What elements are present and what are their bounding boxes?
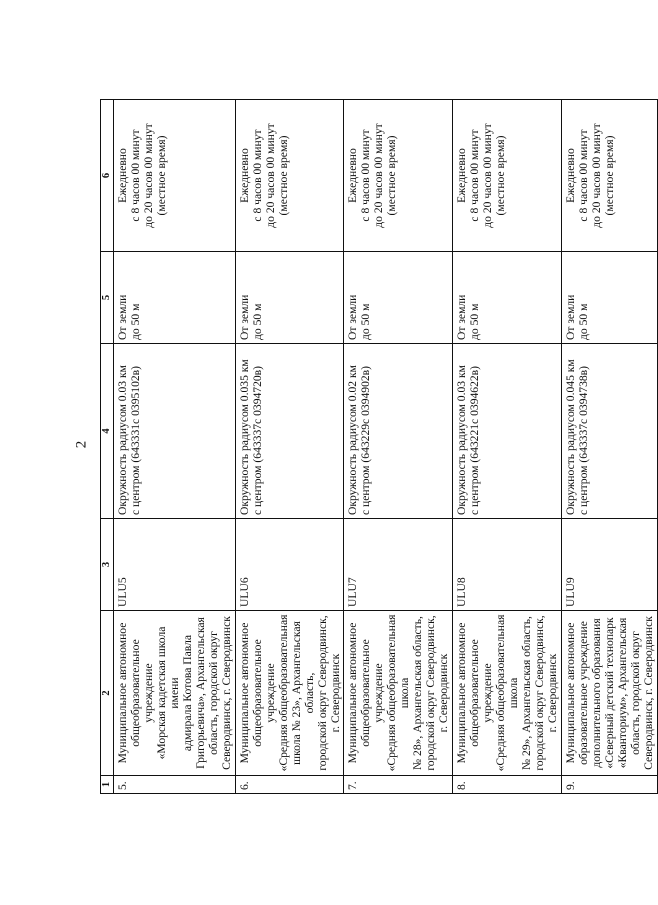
organization-text: Муниципальное автономное образовательное учреждение дополнительного образования «Северный детский технопарк «Кванториум», Архангельская область, городской округ Северодвинск, г. Северодвинск — [564, 616, 656, 770]
code-cell: ULU9 — [562, 519, 658, 611]
time-cell — [344, 100, 453, 252]
organization-text: Муниципальное автономное общеобразовательное учреждение «Средняя общеобразовательная школа № 29», Архангельская область, городской округ Северодвинск, г. Северодвинск — [455, 614, 560, 772]
code-cell: ULU8 — [453, 519, 562, 611]
area-cell — [562, 344, 658, 519]
row-number: 7. — [344, 776, 453, 794]
row-number: 9. — [562, 776, 658, 794]
height-cell — [562, 252, 658, 344]
page-number: 2 — [73, 440, 90, 449]
area-text: Окружность радиусом 0.03 км с центром (643331с 0395102в) — [115, 365, 142, 515]
row-number: 8. — [453, 776, 562, 794]
time-cell — [453, 100, 562, 252]
height-text: От земли до 50 м — [115, 294, 142, 340]
time-text: Ежедневно с 8 часов 00 минут до 20 часов 00 минут (местное время) — [564, 123, 617, 228]
table-row — [453, 100, 562, 794]
organization-cell — [562, 611, 658, 776]
height-text: От земли до 50 м — [346, 294, 373, 340]
organization-cell — [235, 611, 344, 776]
organization-text: Муниципальное автономное общеобразовательное учреждение «Средняя общеобразовательная школа № 23», Архангельская область, городской округ Северодвинск, г. Северодвинск — [237, 614, 342, 772]
organization-cell — [453, 611, 562, 776]
header-cell: 4 — [101, 344, 114, 519]
area-text: Окружность радиусом 0.035 км с центром (643337с 0394720в) — [237, 359, 264, 515]
height-cell — [113, 252, 235, 344]
organization-text: Муниципальное автономное общеобразовательное учреждение «Морская кадетская школа имени адмирала Котова Павла Григорьевича», Архангельская область, городской округ Северодвинск, г. Северодвинск — [115, 616, 233, 770]
table-row — [113, 100, 235, 794]
header-cell: 5 — [101, 252, 114, 344]
time-cell — [235, 100, 344, 252]
area-cell — [113, 344, 235, 519]
code-cell: ULU7 — [344, 519, 453, 611]
header-cell: 1 — [101, 776, 114, 794]
organization-cell — [344, 611, 453, 776]
row-number: 5. — [113, 776, 235, 794]
area-cell — [344, 344, 453, 519]
area-text: Окружность радиусом 0.045 км с центром (643337с 0394738в) — [564, 359, 591, 515]
time-text: Ежедневно с 8 часов 00 минут до 20 часов 00 минут (местное время) — [237, 123, 290, 228]
height-cell — [344, 252, 453, 344]
organization-text: Муниципальное автономное общеобразовательное учреждение «Средняя общеобразовательная школа № 28», Архангельская область, городской округ Северодвинск, г. Северодвинск — [346, 614, 451, 772]
height-text: От земли до 50 м — [455, 294, 482, 340]
time-text: Ежедневно с 8 часов 00 минут до 20 часов 00 минут (местное время) — [115, 123, 168, 228]
area-cell — [453, 344, 562, 519]
rotated-table-wrapper — [100, 100, 656, 794]
organization-cell — [113, 611, 235, 776]
table-row — [235, 100, 344, 794]
height-cell — [235, 252, 344, 344]
table-header-row — [101, 100, 114, 794]
height-text: От земли до 50 м — [564, 294, 591, 340]
table-row — [562, 100, 658, 794]
header-cell: 3 — [101, 519, 114, 611]
area-cell — [235, 344, 344, 519]
zones-table — [100, 99, 658, 794]
code-cell: ULU6 — [235, 519, 344, 611]
area-text: Окружность радиусом 0.02 км с центром (643229с 0394902в) — [346, 365, 373, 515]
table-row — [344, 100, 453, 794]
code-cell: ULU5 — [113, 519, 235, 611]
time-cell — [562, 100, 658, 252]
header-cell: 6 — [101, 100, 114, 252]
height-cell — [453, 252, 562, 344]
time-cell — [113, 100, 235, 252]
area-text: Окружность радиусом 0.03 км с центром (643221с 0394622в) — [455, 365, 482, 515]
time-text: Ежедневно с 8 часов 00 минут до 20 часов 00 минут (местное время) — [346, 123, 399, 228]
height-text: От земли до 50 м — [237, 294, 264, 340]
time-text: Ежедневно с 8 часов 00 минут до 20 часов 00 минут (местное время) — [455, 123, 508, 228]
header-cell: 2 — [101, 611, 114, 776]
row-number: 6. — [235, 776, 344, 794]
